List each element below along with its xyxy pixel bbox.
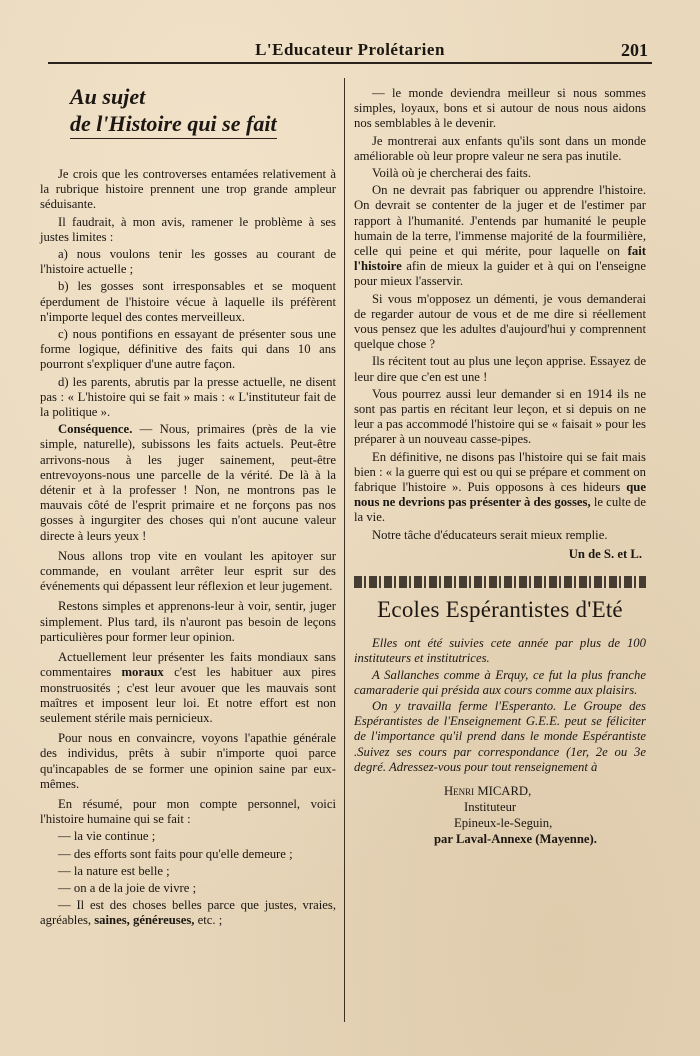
paragraph: Restons simples et apprenons-leur à voir, sentir, juger simplement. Plus tard, ils n'auront pas besoin de leçons particulières pour former leur opinion.	[40, 599, 336, 644]
bold-run: que nous ne devrions pas présenter à des gosses,	[354, 480, 646, 510]
bold-run: fait l'histoire	[354, 244, 646, 274]
article-title-line2: de l'Histoire qui se fait	[70, 111, 277, 139]
esperanto-body	[354, 636, 646, 775]
text-run: — Il est des choses belles parce que justes, vraies, agréables,	[40, 898, 336, 928]
article-signature: Un de S. et L.	[568, 546, 642, 561]
left-column	[40, 84, 336, 931]
esperanto-signature	[354, 783, 646, 847]
choses-paragraph	[40, 898, 336, 928]
consequence-text: — Nous, primaires (près de la vie simple, naturelle), subissons les faits actuels. Peut-être arrivons-nous à les juger sainement, peut-être entrevoyons-nous une parcelle de la vérité. De là à la détenir et à la professer ! Non, ne montrons pas le mauvais côté de l'esprit primaire et ne forçons pas nos gosses à ingurgiter des choses qui n'ont aucune valeur directe à leurs yeux !	[40, 422, 336, 543]
consequence-paragraph	[40, 422, 336, 544]
fabriquer-paragraph	[354, 183, 646, 289]
article-title	[40, 84, 336, 151]
list-item: — la vie continue ;	[58, 829, 156, 844]
column-divider	[344, 78, 345, 1022]
header-rule	[48, 62, 652, 64]
list-item: d) les parents, abrutis par la presse actuelle, ne disent pas : « L'histoire qui se fait » mais : « L'instituteur fait de la politique ».	[40, 374, 336, 420]
text-run: On ne devrait pas fabriquer ou apprendre l'histoire. On devrait se contenter de la juger et de l'estimer par rapport à l'humanité. J'entends par humanité le peuple humain de la terre, l'immense majorité de la fourmilière, celle qui peine et qui mérite, pour laquelle on	[354, 183, 646, 259]
moraux-paragraph	[40, 650, 336, 726]
paragraph: A Sallanches comme à Erquy, ce fut la plus franche camaraderie qui présida aux cours comme aux plaisirs.	[354, 667, 646, 697]
right-column	[354, 86, 646, 847]
page-number: 201	[621, 40, 648, 60]
paragraph: Nous allons trop vite en voulant les apitoyer sur commande, en voulant arrêter leur esprit sur des événements qui dépassent leur réflexion et leur jugement.	[40, 548, 336, 594]
decorative-separator	[354, 576, 646, 588]
journal-title: L'Educateur Prolétarien	[255, 40, 445, 59]
signature-name: Henri MICARD,	[444, 783, 532, 798]
list-item: b) les gosses sont irresponsables et se moquent éperdument de l'histoire vécue à laquelle ils préfèrent n'importe lequel des contes merveilleux.	[40, 279, 336, 324]
paragraph: Voilà où je chercherai des faits.	[372, 166, 532, 181]
text-run: etc. ;	[194, 913, 223, 928]
paragraph: — le monde deviendra meilleur si nous sommes simples, loyaux, bons et si autour de nous nous aidons nos semblables à le devenir.	[354, 86, 646, 131]
paragraph: Je crois que les controverses entamées relativement à la rubrique histoire prennent une trop grande ampleur séduisante.	[40, 167, 336, 212]
paragraph: Notre tâche d'éducateurs serait mieux remplie.	[372, 527, 608, 542]
paragraph: Pour nous en convaincre, voyons l'apathie générale des individus, prêts à subir n'importe quoi parce qu'incapables de se former une opinion saine par eux-mêmes.	[40, 731, 336, 791]
paragraph: Il faudrait, à mon avis, ramener le problème à ses justes limites :	[40, 214, 336, 244]
list-item: c) nous pontifions en essayant de présenter sous une forme logique, définitive des faits qui dans 10 ans pourront s'expliquer d'une autre façon.	[40, 327, 336, 372]
esperanto-title: Ecoles Espérantistes d'Eté	[377, 597, 623, 623]
bold-run: moraux	[121, 665, 164, 680]
signature-role: Instituteur	[464, 799, 517, 814]
paragraph: Elles ont été suivies cete année par plus de 100 instituteurs et institutrices.	[354, 636, 646, 666]
bold-run: saines, généreuses,	[94, 913, 195, 928]
article-title-line1: Au sujet	[70, 84, 146, 109]
text-run: afin de mieux la guider et à qui on l'enseigne pour mieux l'asservir.	[354, 259, 646, 289]
text-run: En définitive, ne disons pas l'histoire qui se fait mais bien : « la guerre qui est ou qui se prépare et comment on fabrique l'histoire ». Puis opposons à ces hideurs	[354, 449, 646, 495]
paragraph: On y travailla ferme l'Esperanto. Le Groupe des Espérantistes de l'Enseignement G.E.E. peut se féliciter de l'importance qu'il prend dans le monde Espérantiste .Suivez ses cours par correspondance (1er, 2e ou 3e degré. Adressez-vous pour tout renseignement à	[354, 698, 646, 774]
list-item: — la nature est belle ;	[58, 863, 170, 878]
guerre-paragraph	[354, 450, 646, 526]
paragraph: Je montrerai aux enfants qu'ils sont dans un monde améliorable où leur propre valeur ne sera pas inutile.	[354, 133, 646, 163]
paragraph: Si vous m'opposez un démenti, je vous demanderai de regarder autour de vous et de me dire si réellement vous pensez que les adultes d'aujourd'hui y comprennent quelque chose ?	[354, 291, 646, 352]
list-item: — on a de la joie de vivre ;	[58, 880, 197, 895]
signature-place: Epineux-le-Seguin,	[454, 815, 553, 830]
list-item: — des efforts sont faits pour qu'elle demeure ;	[58, 846, 293, 861]
text-run: le culte de la vie.	[354, 495, 646, 525]
consequence-label: Conséquence.	[58, 422, 133, 437]
text-run: Actuellement leur présenter les faits mondiaux sans commentaires	[40, 650, 336, 680]
paragraph: En résumé, pour mon compte personnel, voici l'histoire humaine qui se fait :	[40, 796, 336, 827]
paragraph: Ils récitent tout au plus une leçon apprise. Essayez de leur dire que c'en est une !	[354, 354, 646, 384]
signature-address: par Laval-Annexe (Mayenne).	[434, 831, 597, 846]
text-run: c'est les habituer aux pires monstruosités ; c'est leur avouer que les mauvais sont maîtres et imposent leur loi. Et notre effort est non seulement stérile mais pernicieux.	[40, 665, 336, 725]
paragraph: Vous pourrez aussi leur demander si en 1914 ils ne sont pas partis en récitant leur leçon, et si depuis on ne leur a pas accommodé l'histoire qui se « faisait » pour les préparer à un nouveau casse-pipes.	[354, 386, 646, 447]
list-item: a) nous voulons tenir les gosses au courant de l'histoire actuelle ;	[40, 247, 336, 277]
